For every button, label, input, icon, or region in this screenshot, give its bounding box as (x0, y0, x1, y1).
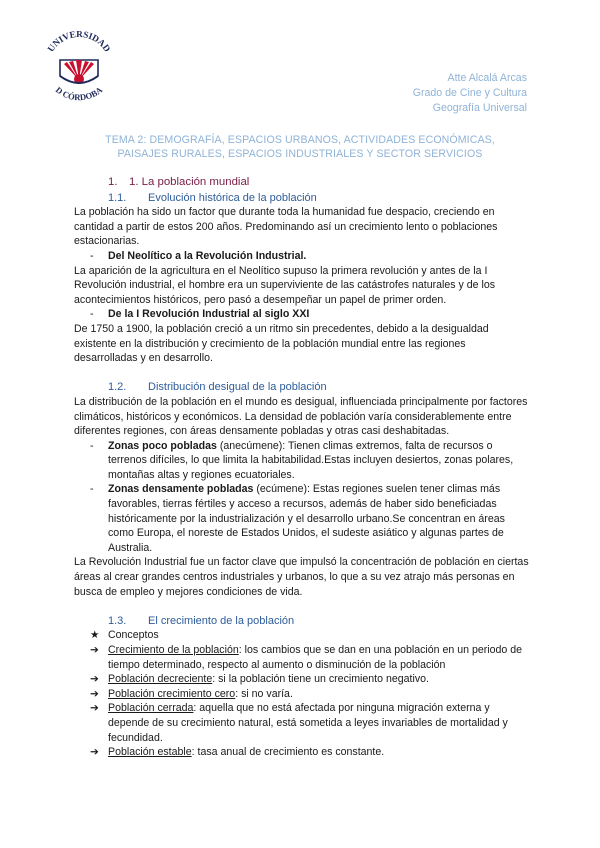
paragraph-revolucion: De 1750 a 1900, la población creció a un ritmo sin precedentes, debido a la desigualdad existente en la distribución y crecimiento de la población mundial entre las regiones desarrolladas y en desarrollo. (74, 322, 489, 365)
paragraph-intro-evolution: La población ha sido un factor que durante toda la humanidad fue despacio, creciendo en cantidad a partir de estos 200 años. Predominando así un crecimiento lento o poblaciones estacionarias. (74, 206, 498, 248)
concept-term: Población crecimiento cero (108, 687, 236, 700)
concept-definition: : si la población tiene un crecimiento negativo. (212, 673, 429, 686)
subsection-number: 1.3. (108, 614, 127, 627)
star-icon: ★ (90, 629, 100, 642)
subsection-title: Evolución histórica de la población (148, 191, 317, 204)
term-zonas-densamente-pobladas: Zonas densamente pobladas (108, 483, 254, 496)
university-seal-logo (40, 24, 118, 110)
concept-definition: : aquella que no está afectada por ninguna migración externa y depende de su crecimiento natural, está sometida a leyes invariables de mortalidad y fecundidad. (108, 702, 508, 744)
topic-title-line-2: PAISAJES RURALES, ESPACIOS INDUSTRIALES Y SECTOR SERVICIOS (117, 148, 483, 160)
bullet-revolucion: - De la I Revolución Industrial al siglo XXI (90, 308, 310, 321)
subsection-number: 1.1. (108, 191, 127, 204)
paragraph-intro-distribucion: La distribución de la población en el mundo es desigual, influenciada principalmente por factores climáticos, históricos y económicos. La densidad de población varía considerablemente entre diferentes regiones, con áreas densamente pobladas y otras casi deshabitadas. (74, 395, 528, 438)
bullet-neolitico: - Del Neolítico a la Revolución Industrial. (90, 249, 307, 262)
concepts-heading (90, 628, 529, 643)
concept-item (74, 687, 529, 702)
concept-term: Población decreciente (108, 673, 213, 686)
text-zonas-poco-pobladas: (anecúmene): Tienen climas extremos, falta de recursos o terrenos difíciles, lo que limita la habitabilidad.Estas incluyen desiertos, zonas polares, montañas altas y regiones ecuatoriales. (108, 439, 514, 481)
topic-title-line-1: TEMA 2: DEMOGRAFÍA, ESPACIOS URBANOS, ACTIVIDADES ECONÓMICAS, (105, 134, 495, 146)
subsection-number: 1.2. (108, 381, 127, 394)
arrow-right-icon: ➔ (90, 673, 99, 686)
concept-term: Crecimiento de la población (108, 644, 239, 656)
logo-emblem (60, 60, 98, 84)
subsection-title: El crecimiento de la población (148, 614, 295, 627)
paragraph-neolitico: La aparición de la agricultura en el Neolítico supuso la primera revolución y antes de la I Revolución industrial, el hombre era un superviviente de las catástrofes naturales y de los acontecimientos históricos, pero pasó a desempeñar un papel de primer orden. (74, 264, 496, 306)
section-heading-1 (108, 175, 529, 190)
subject-name: Geografía Universal (432, 102, 527, 114)
arrow-right-icon: ➔ (90, 644, 99, 656)
author-name: Atte Alcalá Arcas (447, 72, 527, 84)
logo-text-bottom: D CÓRDOBA (53, 84, 105, 103)
concept-item (74, 643, 529, 672)
concept-item (74, 672, 529, 687)
concept-term: Población estable (108, 746, 192, 759)
concept-item (74, 701, 529, 745)
arrow-right-icon: ➔ (90, 746, 99, 759)
bullet-neolitico-text: Del Neolítico a la Revolución Industrial. (108, 249, 307, 262)
subsection-title: Distribución desigual de la población (148, 381, 327, 394)
concept-term: Población cerrada (108, 702, 194, 715)
concept-item (74, 745, 529, 760)
section-title: 1. La población mundial (129, 176, 250, 188)
concepts-label: Conceptos (108, 629, 159, 642)
svg-text:UNIVERSIDAD (46, 29, 113, 54)
bullet-revolucion-text: De la I Revolución Industrial al siglo XXI (108, 308, 310, 321)
arrow-right-icon: ➔ (90, 687, 99, 700)
document-body (74, 175, 529, 760)
concept-definition: : tasa anual de crecimiento es constante. (191, 746, 385, 759)
subsection-heading-1-3 (108, 614, 529, 629)
topic-title (60, 133, 540, 161)
degree-name: Grado de Cine y Cultura (412, 87, 527, 99)
text-zonas-densamente-pobladas: (ecúmene): Estas regiones suelen tener climas más favorables, tierras fértiles y acceso a recursos, además de haber sido beneficiadas históricamente por la industrialización y el desarrollo urbano.Se concentran en áreas como Europa, el noreste de Estados Unidos, el sudeste asiático y algunas partes de Australia. (108, 483, 505, 554)
concept-definition: : si no varía. (235, 687, 293, 700)
bullet-zonas-densamente-pobladas: - Zonas densamente pobladas (ecúmene): Estas regiones suelen tener climas más favorables, tierras fértiles y acceso a recursos, además de haber sido beneficiadas históricamente por la industrialización y el desarrollo urbano.Se concentran en áreas como Europa, el noreste de Estados Unidos, el sudeste asiático y algunas partes de Australia. (90, 483, 505, 554)
subsection-heading-1-1 (108, 191, 529, 206)
subsection-heading-1-2 (108, 380, 529, 395)
svg-text:D CÓRDOBA (54, 84, 105, 102)
bullet-zonas-poco-pobladas: - Zonas poco pobladas (anecúmene): Tienen climas extremos, falta de recursos o terrenos difíciles, lo que limita la habitabilidad.Estas incluyen desiertos, zonas polares, montañas altas y regiones ecuatoriales. (90, 439, 514, 481)
section-number: 1. (108, 176, 118, 188)
logo-text-top: UNIVERSIDAD (45, 28, 113, 54)
concept-definition: : los cambios que se dan en una población en un periodo de tiempo determinado, respecto al aumento o disminución de la población (108, 644, 523, 671)
paragraph-outro-distribucion: La Revolución Industrial fue un factor clave que impulsó la concentración de población en ciertas áreas al crear grandes centros industriales y urbanos, lo que a su vez atrajo más personas en busca de empleo y mejores condiciones de vida. (74, 556, 529, 598)
document-header (413, 71, 527, 116)
term-zonas-poco-pobladas: Zonas poco pobladas (108, 439, 217, 452)
arrow-right-icon: ➔ (90, 702, 99, 715)
